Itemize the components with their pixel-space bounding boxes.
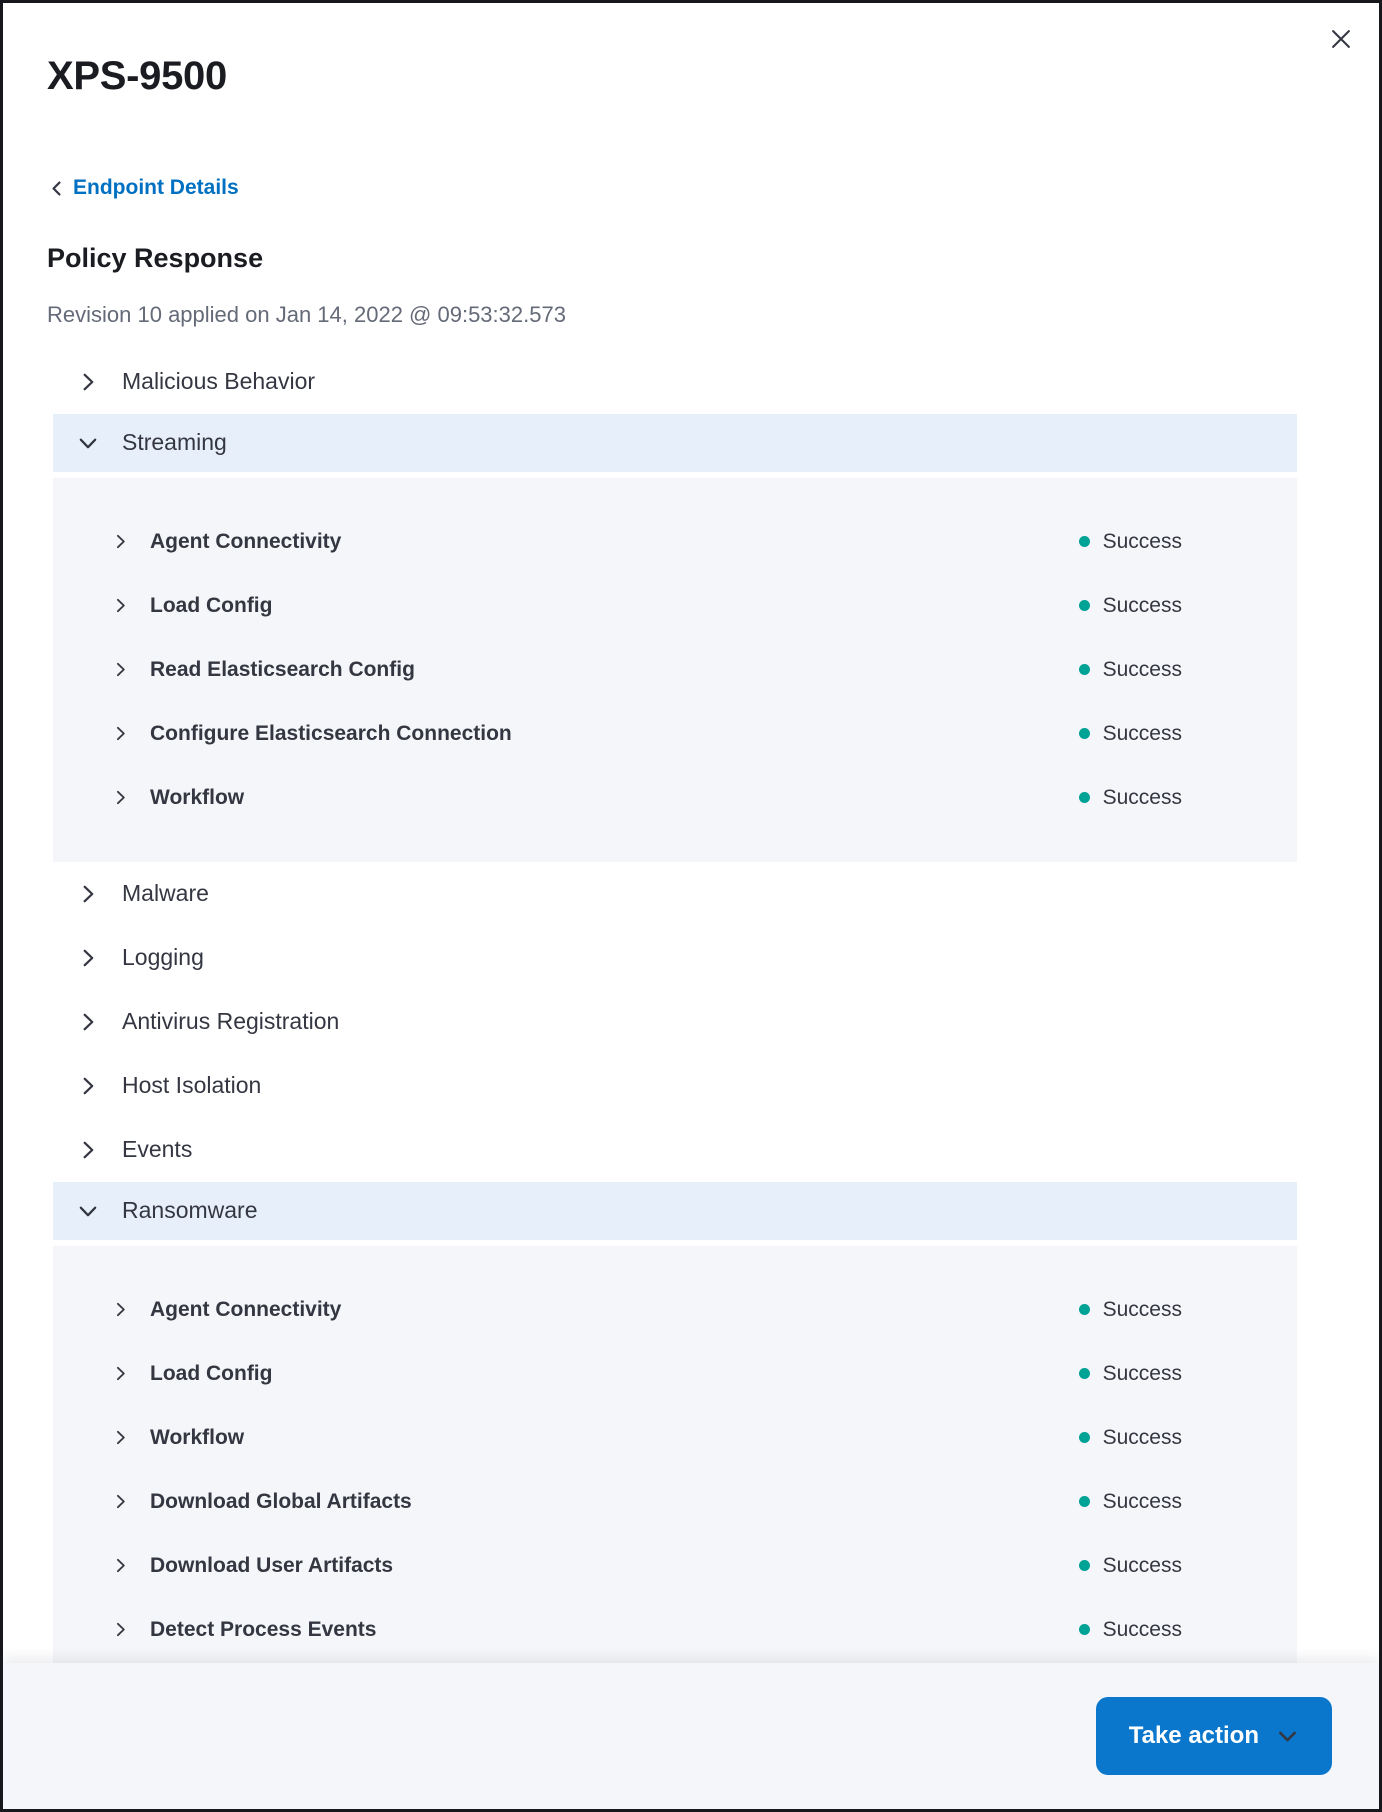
success-dot-icon bbox=[1079, 600, 1090, 611]
chevron-right-icon bbox=[111, 1428, 130, 1447]
chevron-right-icon bbox=[111, 1556, 130, 1575]
chevron-right-icon bbox=[76, 1074, 100, 1098]
accordion-section-label: Ransomware bbox=[122, 1196, 258, 1223]
policy-response-accordion bbox=[53, 350, 1297, 1664]
take-action-label: Take action bbox=[1128, 1722, 1259, 1749]
success-dot-icon bbox=[1079, 1560, 1090, 1571]
accordion-section-label: Logging bbox=[122, 943, 204, 970]
policy-action-label: Workflow bbox=[150, 785, 245, 809]
flyout-header bbox=[3, 3, 1379, 328]
page-title: Policy Response bbox=[47, 242, 264, 273]
chevron-right-icon bbox=[76, 1138, 100, 1162]
flyout-footer bbox=[3, 1663, 1379, 1809]
policy-action-row-agent-connectivity bbox=[53, 1278, 1297, 1342]
policy-action-toggle[interactable] bbox=[53, 1618, 376, 1642]
policy-action-row-download-global-artifacts bbox=[53, 1470, 1297, 1534]
policy-action-row-workflow bbox=[53, 766, 1297, 830]
chevron-right-icon bbox=[111, 1492, 130, 1511]
success-dot-icon bbox=[1079, 792, 1090, 803]
policy-action-row-configure-elasticsearch-connection bbox=[53, 702, 1297, 766]
policy-action-row-read-elasticsearch-config bbox=[53, 638, 1297, 702]
policy-action-row-load-config bbox=[53, 574, 1297, 638]
status-label: Success bbox=[1102, 1553, 1182, 1577]
policy-action-status bbox=[1079, 786, 1182, 810]
close-button[interactable] bbox=[1323, 21, 1359, 57]
policy-action-toggle[interactable] bbox=[53, 722, 512, 746]
policy-action-label: Agent Connectivity bbox=[150, 529, 342, 553]
accordion-section-label: Antivirus Registration bbox=[122, 1007, 340, 1034]
status-label: Success bbox=[1102, 1361, 1182, 1385]
status-label: Success bbox=[1102, 529, 1182, 553]
success-dot-icon bbox=[1079, 536, 1090, 547]
chevron-right-icon bbox=[76, 370, 100, 394]
chevron-right-icon bbox=[111, 1364, 130, 1383]
flyout-title: XPS-9500 bbox=[47, 54, 227, 98]
policy-action-label: Agent Connectivity bbox=[150, 1297, 342, 1321]
policy-action-toggle[interactable] bbox=[53, 1554, 393, 1578]
chevron-right-icon bbox=[111, 1300, 130, 1319]
success-dot-icon bbox=[1079, 1368, 1090, 1379]
status-label: Success bbox=[1102, 1425, 1182, 1449]
chevron-down-icon bbox=[76, 431, 100, 455]
policy-action-status bbox=[1079, 1298, 1182, 1322]
policy-action-toggle[interactable] bbox=[53, 658, 415, 682]
chevron-right-icon bbox=[111, 660, 130, 679]
policy-action-toggle[interactable] bbox=[53, 1362, 272, 1386]
accordion-section-header[interactable] bbox=[53, 1182, 1297, 1240]
status-label: Success bbox=[1102, 657, 1182, 681]
accordion-section-host-isolation[interactable] bbox=[53, 1054, 1297, 1118]
policy-action-toggle[interactable] bbox=[53, 1298, 341, 1322]
policy-action-toggle[interactable] bbox=[53, 1426, 244, 1450]
policy-action-status bbox=[1079, 594, 1182, 618]
policy-action-toggle[interactable] bbox=[53, 1490, 412, 1514]
success-dot-icon bbox=[1079, 1624, 1090, 1635]
accordion-section-streaming bbox=[53, 414, 1297, 862]
success-dot-icon bbox=[1079, 1304, 1090, 1315]
accordion-section-logging[interactable] bbox=[53, 926, 1297, 990]
policy-action-status bbox=[1079, 530, 1182, 554]
status-label: Success bbox=[1102, 785, 1182, 809]
accordion-section-label: Malware bbox=[122, 879, 209, 906]
policy-action-label: Configure Elasticsearch Connection bbox=[150, 721, 512, 745]
chevron-right-icon bbox=[111, 788, 130, 807]
accordion-section-antivirus-registration[interactable] bbox=[53, 990, 1297, 1054]
policy-action-status bbox=[1079, 1554, 1182, 1578]
revision-subtitle: Revision 10 applied on Jan 14, 2022 @ 09:53:32.573 bbox=[47, 301, 566, 327]
accordion-section-label: Events bbox=[122, 1135, 193, 1162]
chevron-left-icon bbox=[47, 179, 66, 198]
policy-action-toggle[interactable] bbox=[53, 786, 244, 810]
policy-action-label: Detect Process Events bbox=[150, 1617, 377, 1641]
status-label: Success bbox=[1102, 1297, 1182, 1321]
success-dot-icon bbox=[1079, 1432, 1090, 1443]
chevron-right-icon bbox=[76, 946, 100, 970]
policy-action-status bbox=[1079, 1362, 1182, 1386]
accordion-section-label: Streaming bbox=[122, 428, 227, 455]
policy-action-row-load-config bbox=[53, 1342, 1297, 1406]
policy-action-label: Workflow bbox=[150, 1425, 245, 1449]
back-link-endpoint-details[interactable] bbox=[47, 175, 239, 201]
status-label: Success bbox=[1102, 593, 1182, 617]
chevron-down-icon bbox=[1276, 1725, 1299, 1748]
success-dot-icon bbox=[1079, 664, 1090, 675]
chevron-right-icon bbox=[76, 882, 100, 906]
accordion-section-malicious-behavior[interactable] bbox=[53, 350, 1297, 414]
policy-action-row-detect-process-events bbox=[53, 1598, 1297, 1662]
policy-action-label: Download User Artifacts bbox=[150, 1553, 394, 1577]
take-action-button[interactable] bbox=[1096, 1697, 1332, 1775]
status-label: Success bbox=[1102, 721, 1182, 745]
policy-action-row-agent-connectivity bbox=[53, 510, 1297, 574]
accordion-section-label: Host Isolation bbox=[122, 1071, 262, 1098]
accordion-section-header[interactable] bbox=[53, 414, 1297, 472]
chevron-right-icon bbox=[111, 596, 130, 615]
chevron-right-icon bbox=[76, 1010, 100, 1034]
accordion-section-malware[interactable] bbox=[53, 862, 1297, 926]
policy-action-toggle[interactable] bbox=[53, 594, 272, 618]
policy-action-status bbox=[1079, 1426, 1182, 1450]
close-icon bbox=[1327, 25, 1355, 53]
policy-action-label: Load Config bbox=[150, 1361, 273, 1385]
chevron-right-icon bbox=[111, 724, 130, 743]
policy-action-status bbox=[1079, 722, 1182, 746]
policy-action-label: Load Config bbox=[150, 593, 273, 617]
success-dot-icon bbox=[1079, 1496, 1090, 1507]
policy-action-toggle[interactable] bbox=[53, 530, 341, 554]
flyout-body bbox=[3, 3, 1379, 1663]
status-label: Success bbox=[1102, 1617, 1182, 1641]
policy-action-status bbox=[1079, 1618, 1182, 1642]
policy-action-label: Read Elasticsearch Config bbox=[150, 657, 415, 681]
chevron-down-icon bbox=[76, 1199, 100, 1223]
policy-action-row-workflow bbox=[53, 1406, 1297, 1470]
accordion-section-panel bbox=[53, 478, 1297, 862]
policy-action-row-download-user-artifacts bbox=[53, 1534, 1297, 1598]
status-label: Success bbox=[1102, 1489, 1182, 1513]
success-dot-icon bbox=[1079, 728, 1090, 739]
back-link-label: Endpoint Details bbox=[73, 176, 239, 199]
accordion-section-label: Malicious Behavior bbox=[122, 367, 316, 394]
accordion-section-events[interactable] bbox=[53, 1118, 1297, 1182]
chevron-right-icon bbox=[111, 1620, 130, 1639]
policy-action-label: Download Global Artifacts bbox=[150, 1489, 412, 1513]
accordion-section-panel bbox=[53, 1246, 1297, 1664]
accordion-section-ransomware bbox=[53, 1182, 1297, 1664]
policy-action-status bbox=[1079, 1490, 1182, 1514]
chevron-right-icon bbox=[111, 532, 130, 551]
policy-action-status bbox=[1079, 658, 1182, 682]
